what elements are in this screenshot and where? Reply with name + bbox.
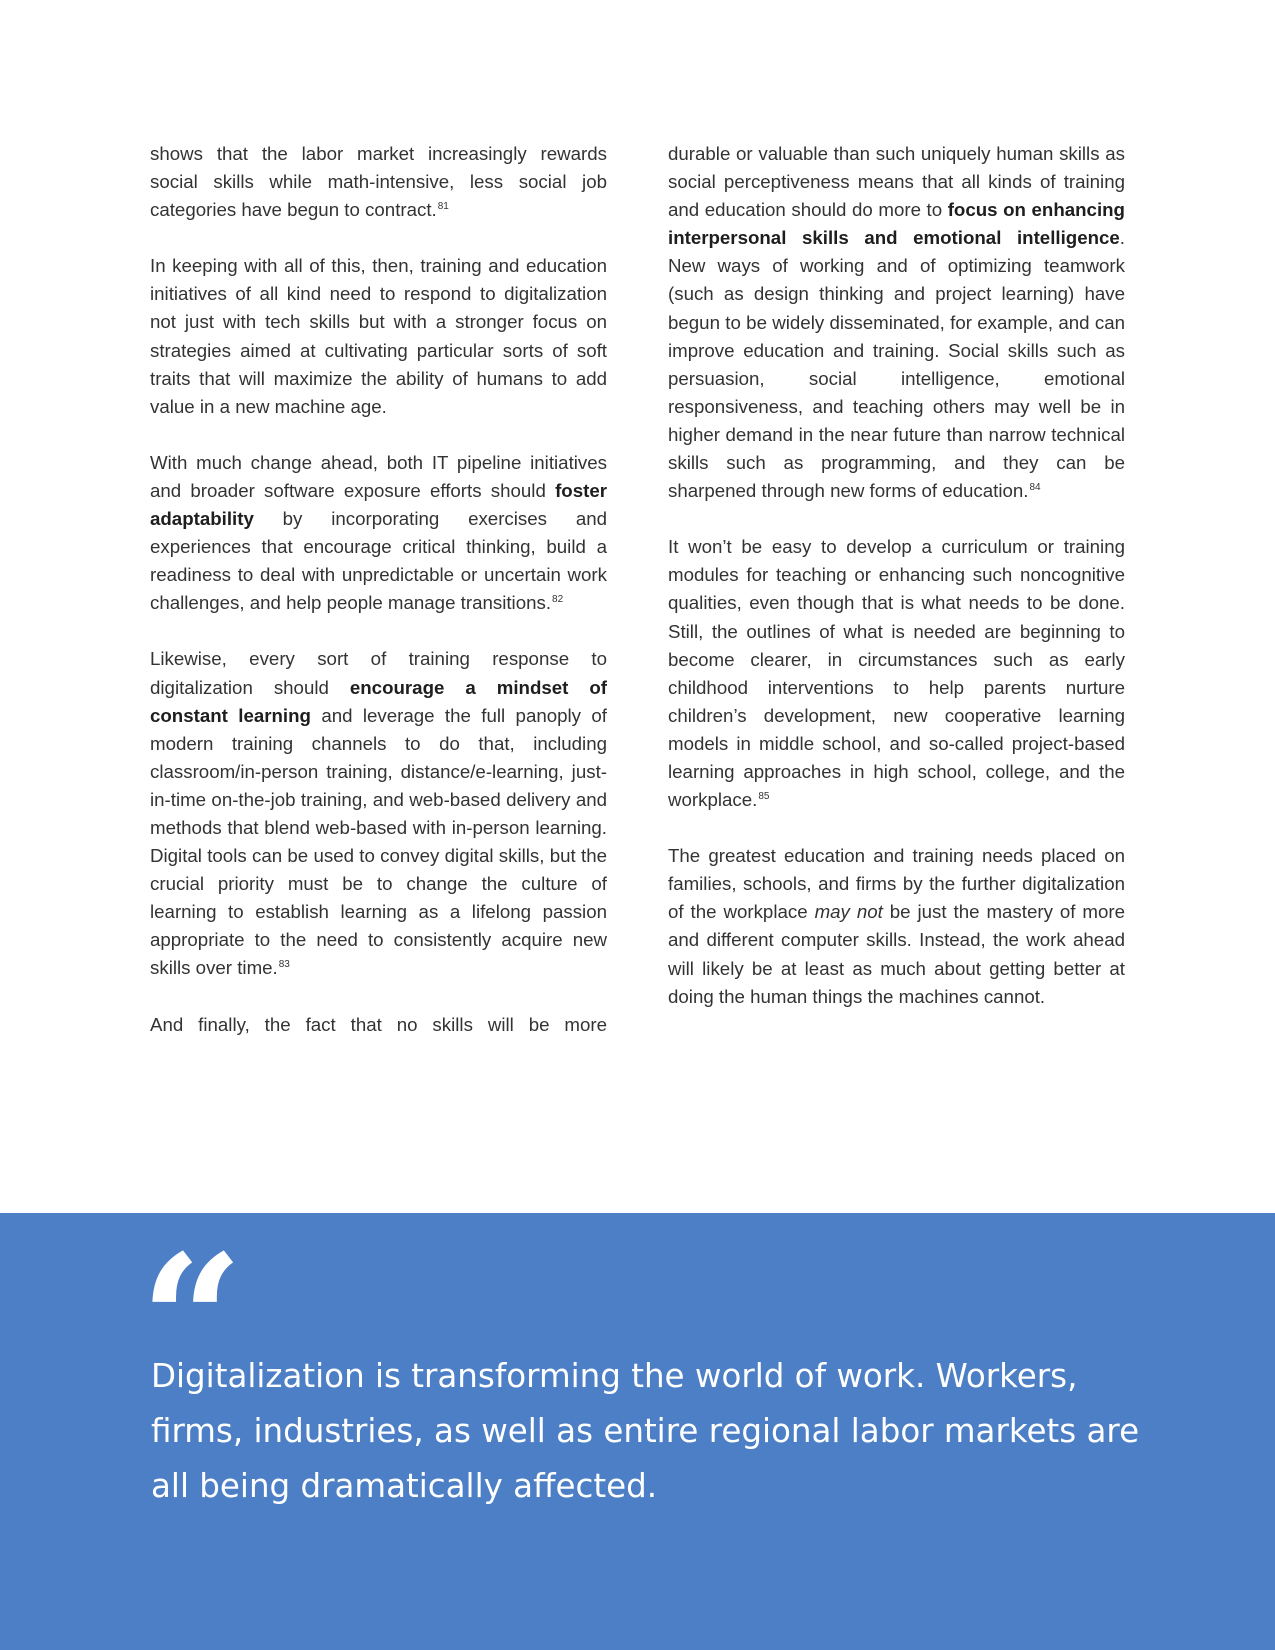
- paragraph-text: shows that the labor market increasingly rewards social skills while math-intensive, less social job categories have begun to contract.: [150, 143, 607, 221]
- paragraph-text: . New ways of working and of optimizing teamwork (such as design thinking and project learning) have begun to be widely disseminated, for example, and can improve education and training. Social skills such as persuasion, social intelligence, emotional responsiveness, and teaching others may well be in higher demand in the near future than narrow technical skills such as programming, and they can be sharpened through new forms of education.: [668, 227, 1125, 502]
- emphasis-text: encourage a mindset of constant learning: [150, 676, 607, 726]
- paragraph: [668, 842, 1125, 1011]
- footnote-ref[interactable]: 83: [278, 959, 290, 971]
- paragraph: [668, 140, 1125, 505]
- footnote-ref[interactable]: 82: [552, 594, 564, 606]
- paragraph-text: durable or valuable than such uniquely human skills as social perceptiveness means that all kinds of training and education should do more to: [668, 143, 1125, 221]
- right-column: [668, 140, 1125, 1150]
- paragraph-text: Likewise, every sort of training response to digitalization should: [150, 648, 607, 698]
- emphasis-text: focus on enhancing interpersonal skills and emotional intelligence: [668, 199, 1125, 249]
- paragraph-text: be just the mastery of more and different computer skills. Instead, the work ahead will likely be at least as much about getting better at doing the human things the machines cannot.: [668, 901, 1125, 1007]
- paragraph: [150, 645, 607, 982]
- footnote-ref[interactable]: 84: [1029, 482, 1041, 494]
- left-column: [150, 140, 607, 1150]
- emphasis-text: foster adaptability: [150, 479, 607, 530]
- quote-mark-icon: “: [140, 1216, 244, 1427]
- footnote-ref[interactable]: 81: [437, 201, 449, 213]
- paragraph-text: In keeping with all of this, then, training and education initiatives of all kind need to respond to digitalization not just with tech skills but with a stronger focus on strategies aimed at cultivating particular sorts of soft traits that will maximize the ability of humans to add value in a new machine age.: [150, 255, 607, 417]
- paragraph: [150, 1011, 607, 1039]
- paragraph: [150, 449, 607, 618]
- paragraph-text: And finally, the fact that no skills will be more: [150, 1013, 607, 1035]
- footnote-ref[interactable]: 85: [758, 791, 770, 803]
- paragraph-text: With much change ahead, both IT pipeline initiatives and broader software exposure efforts should: [150, 451, 607, 501]
- italic-text: may not: [814, 901, 883, 923]
- pull-quote-text: Digitalization is transforming the world of work. Workers, firms, industries, as well as entire regional labor markets are all being dramatically affected.: [151, 1357, 1140, 1505]
- paragraph: [150, 140, 607, 224]
- paragraph-text: and leverage the full panoply of modern training channels to do that, including classroom/in-person training, distance/e-learning, just-in-time on-the-job training, and web-based delivery and methods that blend web-based with in-person learning. Digital tools can be used to convey digital skills, but the crucial priority must be to change the culture of learning to establish learning as a lifelong passion appropriate to the need to consistently acquire new skills over time.: [150, 704, 607, 979]
- paragraph: [668, 533, 1125, 814]
- paragraph: [150, 252, 607, 421]
- paragraph-text: The greatest education and training needs placed on families, schools, and firms by the further digitalization of the workplace: [668, 845, 1125, 923]
- paragraph-text: by incorporating exercises and experiences that encourage critical thinking, build a readiness to deal with unpredictable or uncertain work challenges, and help people manage transitions.: [150, 508, 607, 614]
- article-columns: [150, 140, 1125, 1150]
- paragraph-text: It won’t be easy to develop a curriculum or training modules for teaching or enhancing such noncognitive qualities, even though that is what needs to be done. Still, the outlines of what is needed are beginning to become clearer, in circumstances such as early childhood interventions to help parents nurture children’s development, new cooperative learning models in middle school, and so-called project-based learning approaches in high school, college, and the workplace.: [668, 536, 1125, 811]
